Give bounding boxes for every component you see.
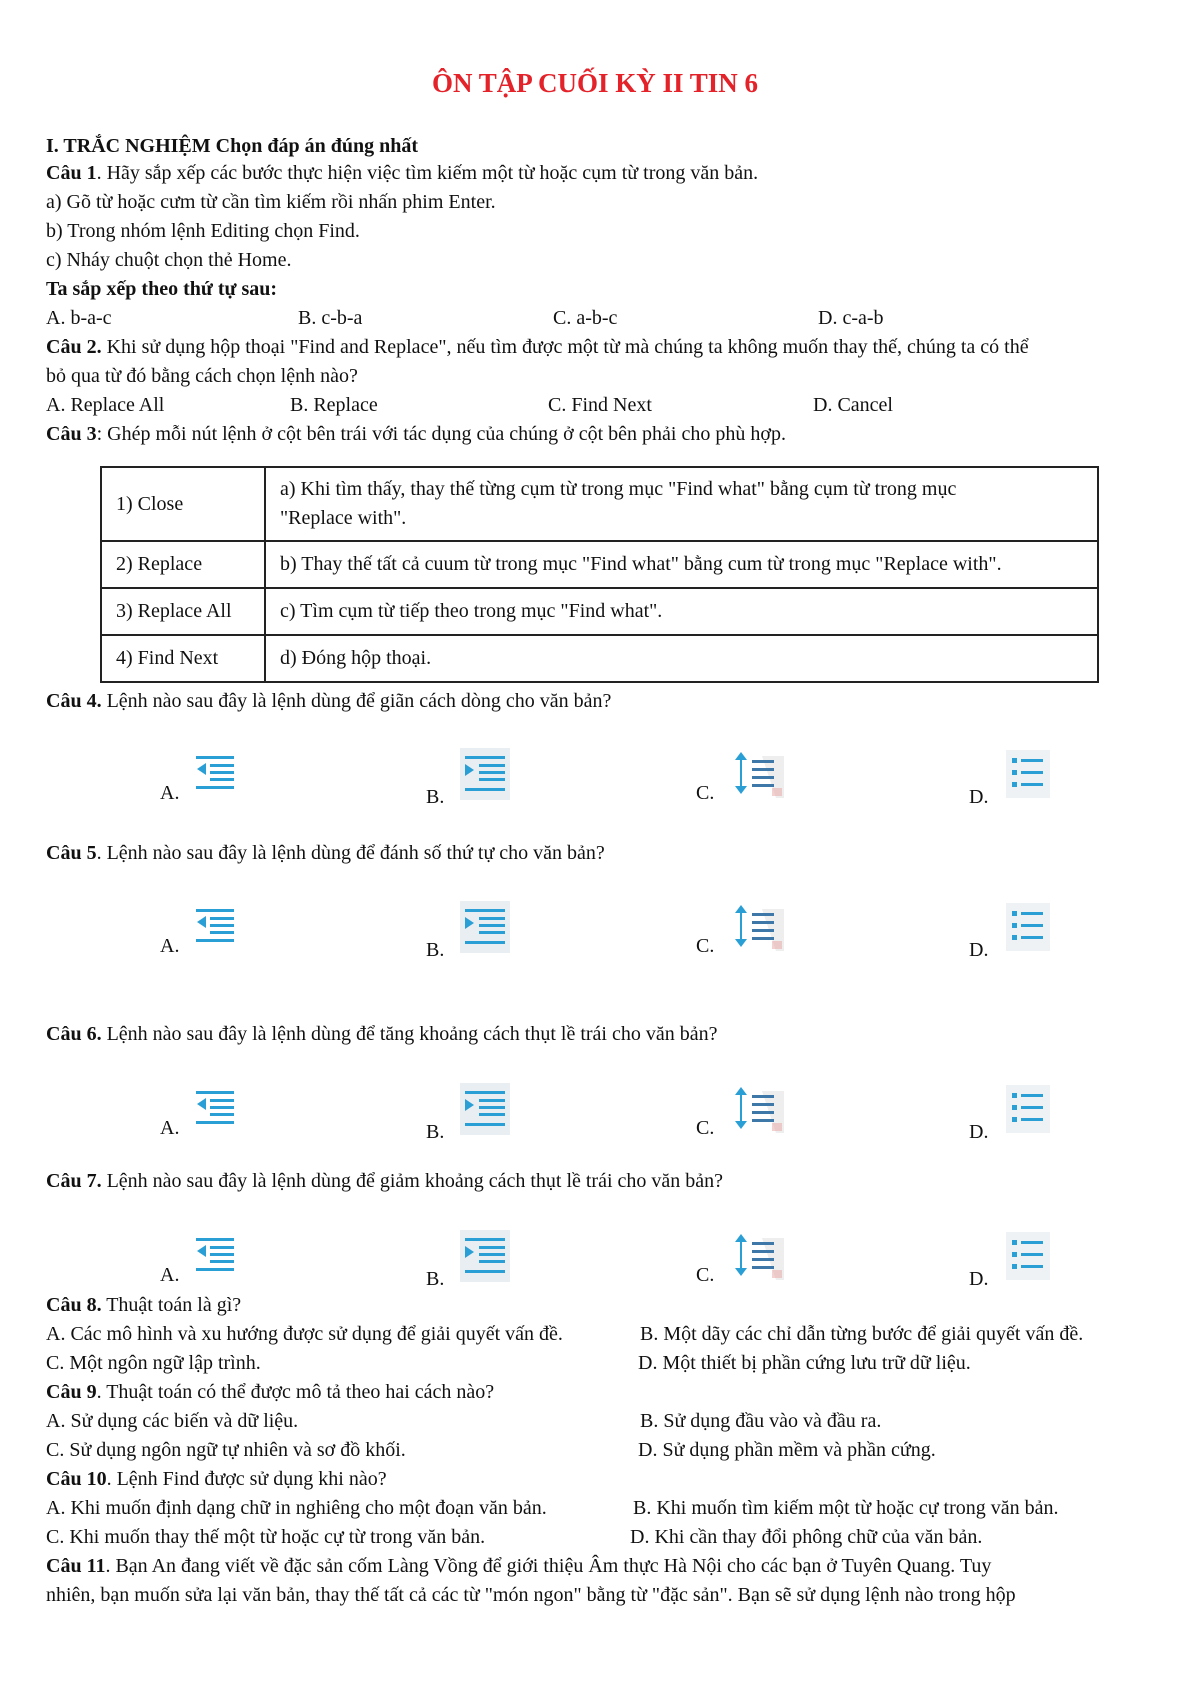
q10-option-d: D. Khi cần thay đổi phông chữ của văn bản. — [630, 1526, 983, 1548]
table-cell-right: c) Tìm cụm từ tiếp theo trong mục "Find what". — [265, 588, 1098, 635]
increase-indent-icon — [460, 901, 504, 949]
question-11-cont: nhiên, bạn muốn sửa lại văn bản, thay thế tất cả các từ "món ngon" bằng từ "đặc sản". Bạn sẽ sử dụng lệnh nào trong hộp — [46, 1584, 1016, 1606]
q10-option-b: B. Khi muốn tìm kiếm một từ hoặc cự trong văn bản. — [633, 1497, 1059, 1519]
question-2-cont: bỏ qua từ đó bằng cách chọn lệnh nào? — [46, 365, 358, 387]
q10-option-c: C. Khi muốn thay thế một từ hoặc cự từ trong văn bản. — [46, 1526, 486, 1548]
q10-option-a: A. Khi muốn định dạng chữ in nghiêng cho một đoạn văn bản. — [46, 1497, 547, 1519]
bullets-icon — [1006, 750, 1050, 798]
increase-indent-icon — [460, 1083, 504, 1131]
question-3: Câu 3: Ghép mỗi nút lệnh ở cột bên trái với tác dụng của chúng ở cột bên phải cho phù hợp. — [46, 423, 786, 445]
q1-option-a: A. b-a-c — [46, 307, 112, 329]
decrease-indent-icon — [194, 1232, 238, 1280]
q5-icon-label-c: C. — [696, 935, 715, 957]
q7-icon-label-b: B. — [426, 1268, 445, 1290]
increase-indent-icon — [460, 1230, 504, 1278]
decrease-indent-icon — [194, 750, 238, 798]
table-cell-left: 4) Find Next — [101, 635, 265, 682]
q2-option-b: B. Replace — [290, 394, 378, 416]
decrease-indent-icon — [194, 1085, 238, 1133]
question-2: Câu 2. Khi sử dụng hộp thoại "Find and Replace", nếu tìm được một từ mà chúng ta không muốn thay thế, chúng ta có thể — [46, 336, 1029, 358]
q7-icon-label-c: C. — [696, 1264, 715, 1286]
table-cell-right: b) Thay thế tất cả cuum từ trong mục "Find what" bằng cum từ trong mục "Replace with". — [265, 541, 1098, 588]
question-9: Câu 9. Thuật toán có thể được mô tả theo hai cách nào? — [46, 1381, 495, 1403]
decrease-indent-icon — [194, 903, 238, 951]
q6-icon-label-b: B. — [426, 1121, 445, 1143]
q8-option-d: D. Một thiết bị phần cứng lưu trữ dữ liệu. — [638, 1352, 971, 1374]
line-spacing-icon — [732, 903, 776, 951]
table-cell-left: 1) Close — [101, 467, 265, 541]
q8-option-b: B. Một dãy các chỉ dẫn từng bước để giải quyết vấn đề. — [640, 1323, 1084, 1345]
table-row — [101, 541, 1098, 588]
q4-icon-label-d: D. — [969, 786, 989, 808]
table-row — [101, 588, 1098, 635]
question-6: Câu 6. Lệnh nào sau đây là lệnh dùng để tăng khoảng cách thụt lề trái cho văn bản? — [46, 1023, 718, 1045]
q9-option-c: C. Sử dụng ngôn ngữ tự nhiên và sơ đồ khối. — [46, 1439, 406, 1461]
q2-option-c: C. Find Next — [548, 394, 652, 416]
q1-order-prompt: Ta sắp xếp theo thứ tự sau: — [46, 278, 278, 300]
line-spacing-icon — [732, 1232, 776, 1280]
bullets-icon — [1006, 903, 1050, 951]
q7-icon-label-a: A. — [160, 1264, 180, 1286]
q6-icon-label-a: A. — [160, 1117, 180, 1139]
line-spacing-icon — [732, 750, 776, 798]
q1-option-d: D. c-a-b — [818, 307, 884, 329]
page-title: ÔN TẬP CUỐI KỲ II TIN 6 — [431, 68, 759, 98]
section-heading: I. TRẮC NGHIỆM Chọn đáp án đúng nhất — [46, 135, 418, 157]
table-row — [101, 467, 1098, 541]
q1-option-b: B. c-b-a — [298, 307, 363, 329]
bullets-icon — [1006, 1085, 1050, 1133]
q5-icon-label-a: A. — [160, 935, 180, 957]
bullets-icon — [1006, 1232, 1050, 1280]
question-1: Câu 1. Hãy sắp xếp các bước thực hiện việc tìm kiếm một từ hoặc cụm từ trong văn bản. — [46, 162, 759, 184]
q1-step-b: b) Trong nhóm lệnh Editing chọn Find. — [46, 220, 360, 242]
q8-option-c: C. Một ngôn ngữ lập trình. — [46, 1352, 261, 1374]
q2-option-a: A. Replace All — [46, 394, 165, 416]
table-cell-right: a) Khi tìm thấy, thay thế từng cụm từ trong mục "Find what" bằng cụm từ trong mục "Replace with". — [265, 467, 1098, 541]
q6-icon-label-c: C. — [696, 1117, 715, 1139]
table-cell-right: d) Đóng hộp thoại. — [265, 635, 1098, 682]
q2-option-d: D. Cancel — [813, 394, 893, 416]
line-spacing-icon — [732, 1085, 776, 1133]
q1-option-c: C. a-b-c — [553, 307, 618, 329]
q8-option-a: A. Các mô hình và xu hướng được sử dụng để giải quyết vấn đề. — [46, 1323, 563, 1345]
q1-step-c: c) Nháy chuột chọn thẻ Home. — [46, 249, 292, 271]
question-11: Câu 11. Bạn An đang viết về đặc sản cốm Làng Vồng để giới thiệu Âm thực Hà Nội cho các bạn ở Tuyên Quang. Tuy — [46, 1555, 992, 1577]
q9-option-d: D. Sử dụng phần mềm và phần cứng. — [638, 1439, 936, 1461]
question-8: Câu 8. Thuật toán là gì? — [46, 1294, 242, 1316]
table-row — [101, 635, 1098, 682]
q5-icon-label-d: D. — [969, 939, 989, 961]
q7-icon-label-d: D. — [969, 1268, 989, 1290]
question-7: Câu 7. Lệnh nào sau đây là lệnh dùng để giảm khoảng cách thụt lề trái cho văn bản? — [46, 1170, 724, 1192]
increase-indent-icon — [460, 748, 504, 796]
question-10: Câu 10. Lệnh Find được sử dụng khi nào? — [46, 1468, 387, 1490]
question-5: Câu 5. Lệnh nào sau đây là lệnh dùng để đánh số thứ tự cho văn bản? — [46, 842, 605, 864]
q1-step-a: a) Gõ từ hoặc cưm từ cần tìm kiếm rồi nhấn phim Enter. — [46, 191, 496, 213]
q4-icon-label-a: A. — [160, 782, 180, 804]
q5-icon-label-b: B. — [426, 939, 445, 961]
q9-option-b: B. Sử dụng đầu vào và đầu ra. — [640, 1410, 882, 1432]
table-cell-left: 3) Replace All — [101, 588, 265, 635]
matching-table — [100, 466, 1099, 683]
table-cell-left: 2) Replace — [101, 541, 265, 588]
q6-icon-label-d: D. — [969, 1121, 989, 1143]
q4-icon-label-b: B. — [426, 786, 445, 808]
question-4: Câu 4. Lệnh nào sau đây là lệnh dùng để giãn cách dòng cho văn bản? — [46, 690, 612, 712]
q9-option-a: A. Sử dụng các biến và dữ liệu. — [46, 1410, 299, 1432]
q4-icon-label-c: C. — [696, 782, 715, 804]
